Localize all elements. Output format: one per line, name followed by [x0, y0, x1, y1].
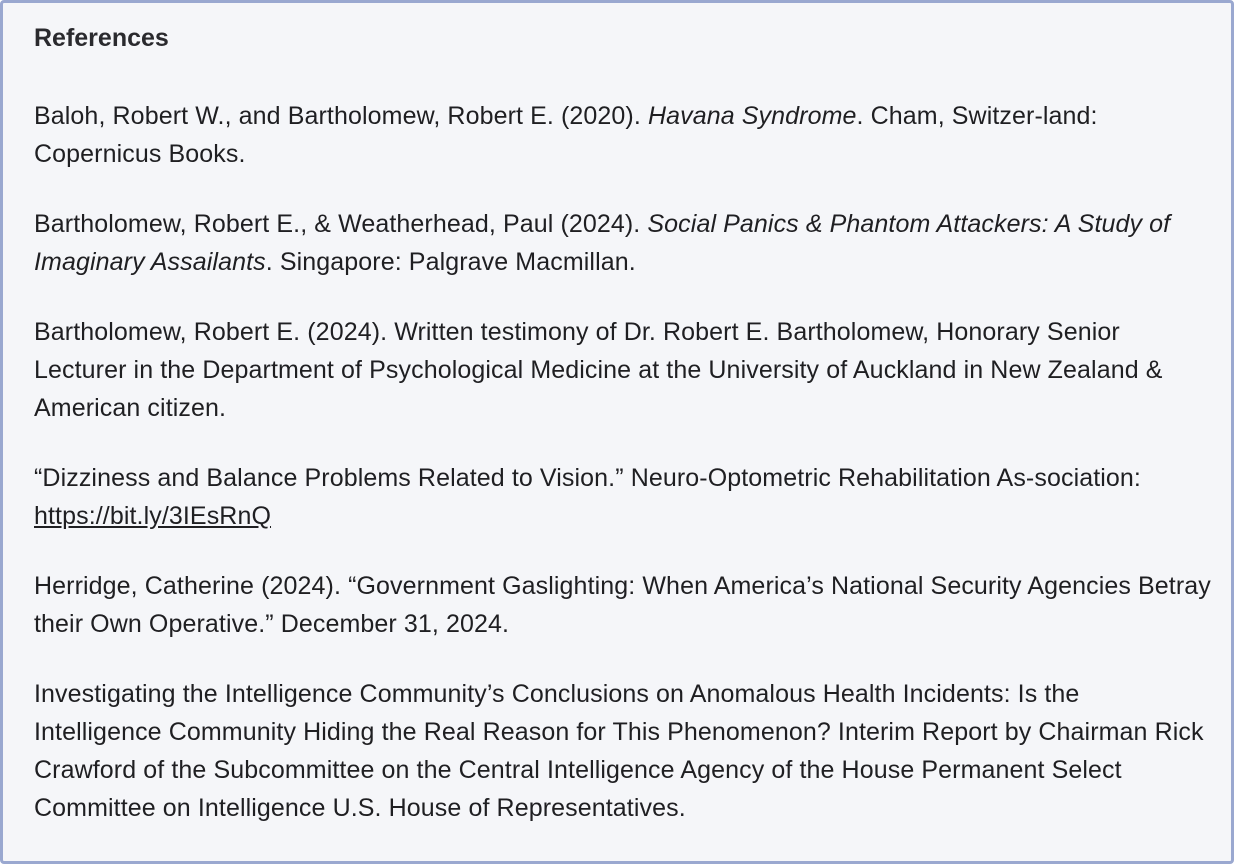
- reference-item: [34, 567, 1214, 643]
- reference-title: Havana Syndrome: [647, 102, 857, 130]
- references-content: [34, 21, 1214, 859]
- references-heading: References: [34, 24, 169, 52]
- reference-text: “Dizziness and Balance Problems Related to Vision.” Neuro-Optometric Rehabilitation As-sociation:: [34, 464, 1141, 492]
- reference-item: [34, 205, 1214, 281]
- reference-text: Bartholomew, Robert E., & Weatherhead, Paul (2024).: [34, 210, 648, 238]
- reference-text: Herridge, Catherine (2024). “Government Gaslighting: When America’s National Security Agencies Betray their Own Operative.” December 31, 2024.: [34, 572, 1211, 638]
- reference-link[interactable]: https://bit.ly/3IEsRnQ: [34, 502, 272, 530]
- reference-item: [34, 675, 1214, 827]
- reference-text: Investigating the Intelligence Community’s Conclusions on Anomalous Health Incidents: Is the Intelligence Community Hiding the Real Reason for This Phenomenon? Interim Report by Chairman Rick Crawford of the Subcommittee on the Central Intelligence Agency of the House Permanent Select Committee on Intelligence U.S. House of Representatives.: [34, 680, 1204, 822]
- reference-text: Baloh, Robert W., and Bartholomew, Robert E. (2020).: [34, 102, 648, 130]
- reference-text: . Cham, Switzer-land: Copernicus Books.: [34, 102, 1098, 168]
- reference-item: [34, 459, 1214, 535]
- reference-item: [34, 97, 1214, 173]
- reference-title: Social Panics & Phantom Attackers: A Study of Imaginary Assailants: [34, 210, 1171, 276]
- reference-text: . Singapore: Palgrave Macmillan.: [265, 248, 636, 276]
- reference-item: [34, 313, 1214, 427]
- reference-text: Bartholomew, Robert E. (2024). Written testimony of Dr. Robert E. Bartholomew, Honorary Senior Lecturer in the Department of Psychological Medicine at the University of Auckland in New Zealand & American citizen.: [34, 318, 1163, 422]
